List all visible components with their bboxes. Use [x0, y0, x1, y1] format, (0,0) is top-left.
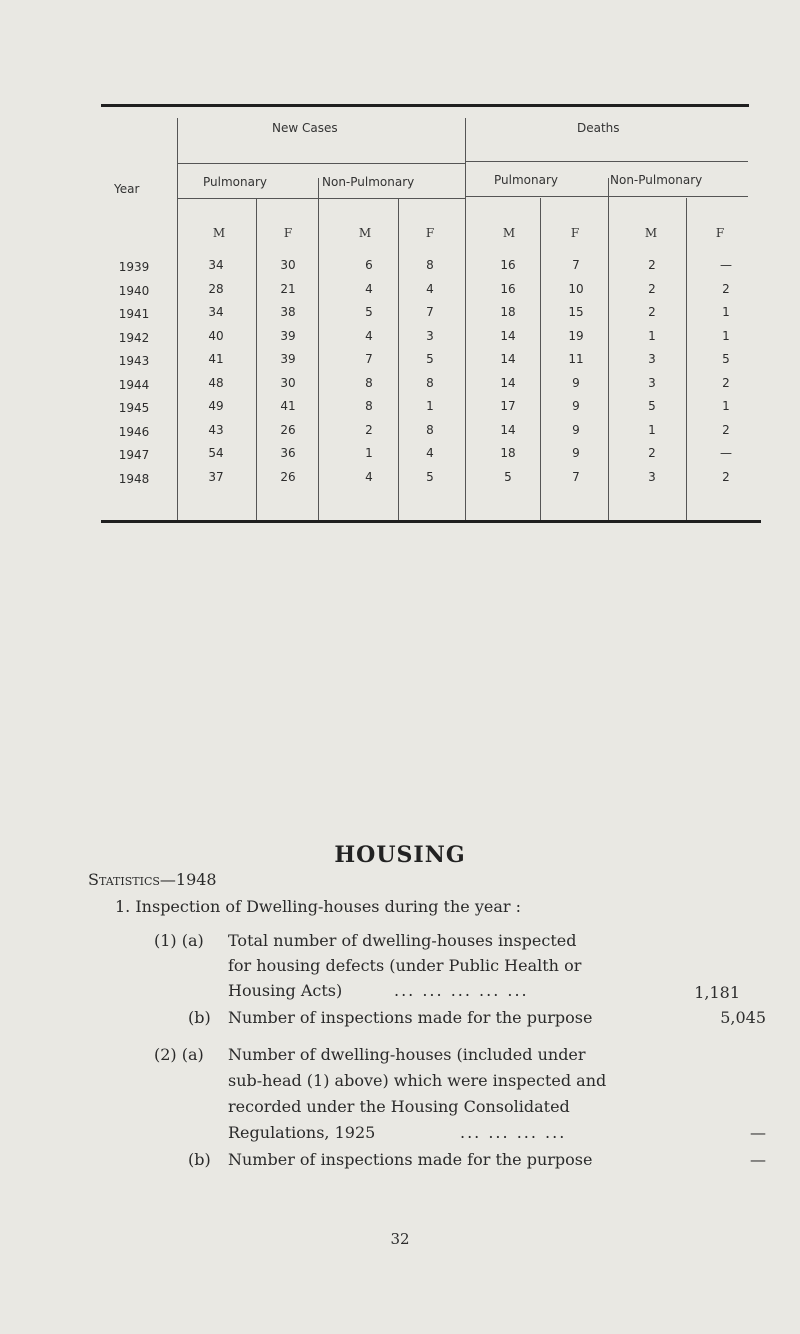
value-cell: 19 — [568, 329, 584, 343]
value-cell: 36 — [280, 446, 296, 460]
value-cell: 17 — [500, 399, 516, 413]
housing-title: HOUSING — [334, 842, 466, 868]
value-cell: 5 — [426, 470, 434, 484]
year-cell: 1946 — [118, 425, 150, 439]
item-2a-line: Regulations, 1925 — [228, 1123, 376, 1142]
item-2b-value: — — [750, 1150, 766, 1169]
page-number: 32 — [390, 1230, 410, 1248]
value-cell: 38 — [280, 305, 296, 319]
item-2a-line: Number of dwelling-houses (included under — [228, 1045, 586, 1064]
value-cell: 4 — [426, 446, 434, 460]
value-cell: 14 — [500, 329, 516, 343]
value-cell: 16 — [500, 282, 516, 296]
header-subrule — [466, 161, 748, 162]
value-cell: 30 — [280, 376, 296, 390]
value-cell: 1 — [426, 399, 434, 413]
value-cell: 3 — [648, 470, 656, 484]
value-cell: 11 — [568, 352, 584, 366]
value-cell: 2 — [648, 305, 656, 319]
value-cell: 39 — [280, 329, 296, 343]
value-cell: 15 — [568, 305, 584, 319]
value-cell: 14 — [500, 423, 516, 437]
value-cell: 1 — [648, 423, 656, 437]
value-cell: 5 — [648, 399, 656, 413]
value-cell: 14 — [500, 376, 516, 390]
table-bottom-rule — [101, 520, 761, 523]
table-divider — [256, 198, 257, 520]
deaths-pulmonary-header: Pulmonary — [494, 173, 558, 187]
value-cell: — — [720, 446, 732, 460]
value-cell: 14 — [500, 352, 516, 366]
value-cell: 30 — [280, 258, 296, 272]
header-subrule — [178, 163, 465, 164]
value-cell: 6 — [365, 258, 373, 272]
value-cell: 5 — [426, 352, 434, 366]
header-subrule — [178, 198, 465, 199]
table-divider — [686, 198, 687, 520]
table-divider — [540, 198, 541, 520]
value-cell: 39 — [280, 352, 296, 366]
item-1a-line: for housing defects (under Public Health or — [228, 956, 582, 975]
value-cell: 7 — [365, 352, 373, 366]
item-1a-label: (1) (a) — [154, 931, 204, 950]
value-cell: 3 — [426, 329, 434, 343]
deaths-non-pulmonary-header: Non-Pulmonary — [610, 173, 703, 187]
value-cell: 4 — [365, 329, 373, 343]
item-1-heading: 1. Inspection of Dwelling-houses during the year : — [115, 897, 521, 916]
value-cell: 5 — [504, 470, 512, 484]
value-cell: 7 — [572, 470, 580, 484]
year-cell: 1942 — [118, 331, 150, 345]
value-cell: 16 — [500, 258, 516, 272]
item-1b-text: Number of inspections made for the purpose — [228, 1008, 593, 1027]
value-cell: 54 — [208, 446, 224, 460]
year-cell: 1948 — [118, 472, 150, 486]
leader-dots: ... ... ... ... — [460, 1123, 567, 1142]
item-2a-value: — — [750, 1123, 766, 1142]
value-cell: 2 — [722, 423, 730, 437]
new-cases-header: New Cases — [272, 121, 338, 135]
value-cell: 49 — [208, 399, 224, 413]
value-cell: 34 — [208, 305, 224, 319]
item-1a-line: Housing Acts) — [228, 981, 343, 1000]
value-cell: 1 — [722, 329, 730, 343]
value-cell: — — [720, 258, 732, 272]
year-cell: 1945 — [118, 401, 150, 415]
value-cell: 10 — [568, 282, 584, 296]
table-divider — [608, 178, 609, 520]
item-2b-label: (b) — [188, 1150, 211, 1169]
value-cell: 41 — [280, 399, 296, 413]
item-1b-label: (b) — [188, 1008, 211, 1027]
value-cell: 41 — [208, 352, 224, 366]
value-cell: 2 — [722, 376, 730, 390]
sex-header-f: F — [425, 226, 435, 240]
value-cell: 9 — [572, 446, 580, 460]
value-cell: 2 — [722, 282, 730, 296]
table-divider — [465, 118, 466, 520]
value-cell: 1 — [365, 446, 373, 460]
value-cell: 48 — [208, 376, 224, 390]
value-cell: 7 — [426, 305, 434, 319]
value-cell: 37 — [208, 470, 224, 484]
value-cell: 5 — [365, 305, 373, 319]
sex-header-m: M — [502, 226, 516, 240]
statistics-heading: Statistics—1948 — [88, 870, 217, 889]
value-cell: 4 — [426, 282, 434, 296]
value-cell: 26 — [280, 423, 296, 437]
value-cell: 8 — [365, 376, 373, 390]
value-cell: 40 — [208, 329, 224, 343]
sex-header-m: M — [358, 226, 372, 240]
sex-header-f: F — [283, 226, 293, 240]
year-cell: 1941 — [118, 307, 150, 321]
value-cell: 18 — [500, 446, 516, 460]
value-cell: 3 — [648, 352, 656, 366]
value-cell: 1 — [722, 305, 730, 319]
value-cell: 2 — [722, 470, 730, 484]
year-cell: 1940 — [118, 284, 150, 298]
table-divider — [177, 118, 178, 520]
value-cell: 34 — [208, 258, 224, 272]
sex-header-f: F — [570, 226, 580, 240]
value-cell: 2 — [648, 446, 656, 460]
item-1a-value: 1,181 — [694, 983, 740, 1002]
value-cell: 43 — [208, 423, 224, 437]
year-cell: 1939 — [118, 260, 150, 274]
value-cell: 8 — [426, 423, 434, 437]
item-1b-value: 5,045 — [720, 1008, 766, 1027]
value-cell: 26 — [280, 470, 296, 484]
leader-dots: ... ... ... ... ... — [394, 981, 529, 1000]
value-cell: 4 — [365, 282, 373, 296]
item-2a-label: (2) (a) — [154, 1045, 204, 1064]
value-cell: 28 — [208, 282, 224, 296]
new-cases-non-pulmonary-header: Non-Pulmonary — [322, 175, 415, 189]
sex-header-m: M — [212, 226, 226, 240]
year-cell: 1944 — [118, 378, 150, 392]
value-cell: 2 — [648, 282, 656, 296]
value-cell: 9 — [572, 376, 580, 390]
item-1a-line: Total number of dwelling-houses inspected — [228, 931, 577, 950]
sex-header-f: F — [715, 226, 725, 240]
value-cell: 18 — [500, 305, 516, 319]
sex-header-m: M — [644, 226, 658, 240]
value-cell: 5 — [722, 352, 730, 366]
value-cell: 7 — [572, 258, 580, 272]
year-cell: 1943 — [118, 354, 150, 368]
item-2a-line: sub-head (1) above) which were inspected and — [228, 1071, 607, 1090]
table-divider — [398, 198, 399, 520]
item-2a-line: recorded under the Housing Consolidated — [228, 1097, 570, 1116]
value-cell: 8 — [365, 399, 373, 413]
value-cell: 1 — [648, 329, 656, 343]
year-cell: 1947 — [118, 448, 150, 462]
value-cell: 3 — [648, 376, 656, 390]
value-cell: 1 — [722, 399, 730, 413]
table-divider — [318, 178, 319, 520]
item-2b-text: Number of inspections made for the purpose — [228, 1150, 593, 1169]
value-cell: 8 — [426, 258, 434, 272]
value-cell: 9 — [572, 399, 580, 413]
value-cell: 2 — [365, 423, 373, 437]
table-top-rule — [101, 104, 749, 107]
value-cell: 4 — [365, 470, 373, 484]
new-cases-pulmonary-header: Pulmonary — [203, 175, 267, 189]
value-cell: 2 — [648, 258, 656, 272]
value-cell: 8 — [426, 376, 434, 390]
value-cell: 21 — [280, 282, 296, 296]
value-cell: 9 — [572, 423, 580, 437]
deaths-header: Deaths — [577, 121, 620, 135]
year-header: Year — [114, 182, 140, 196]
header-subrule — [466, 196, 748, 197]
